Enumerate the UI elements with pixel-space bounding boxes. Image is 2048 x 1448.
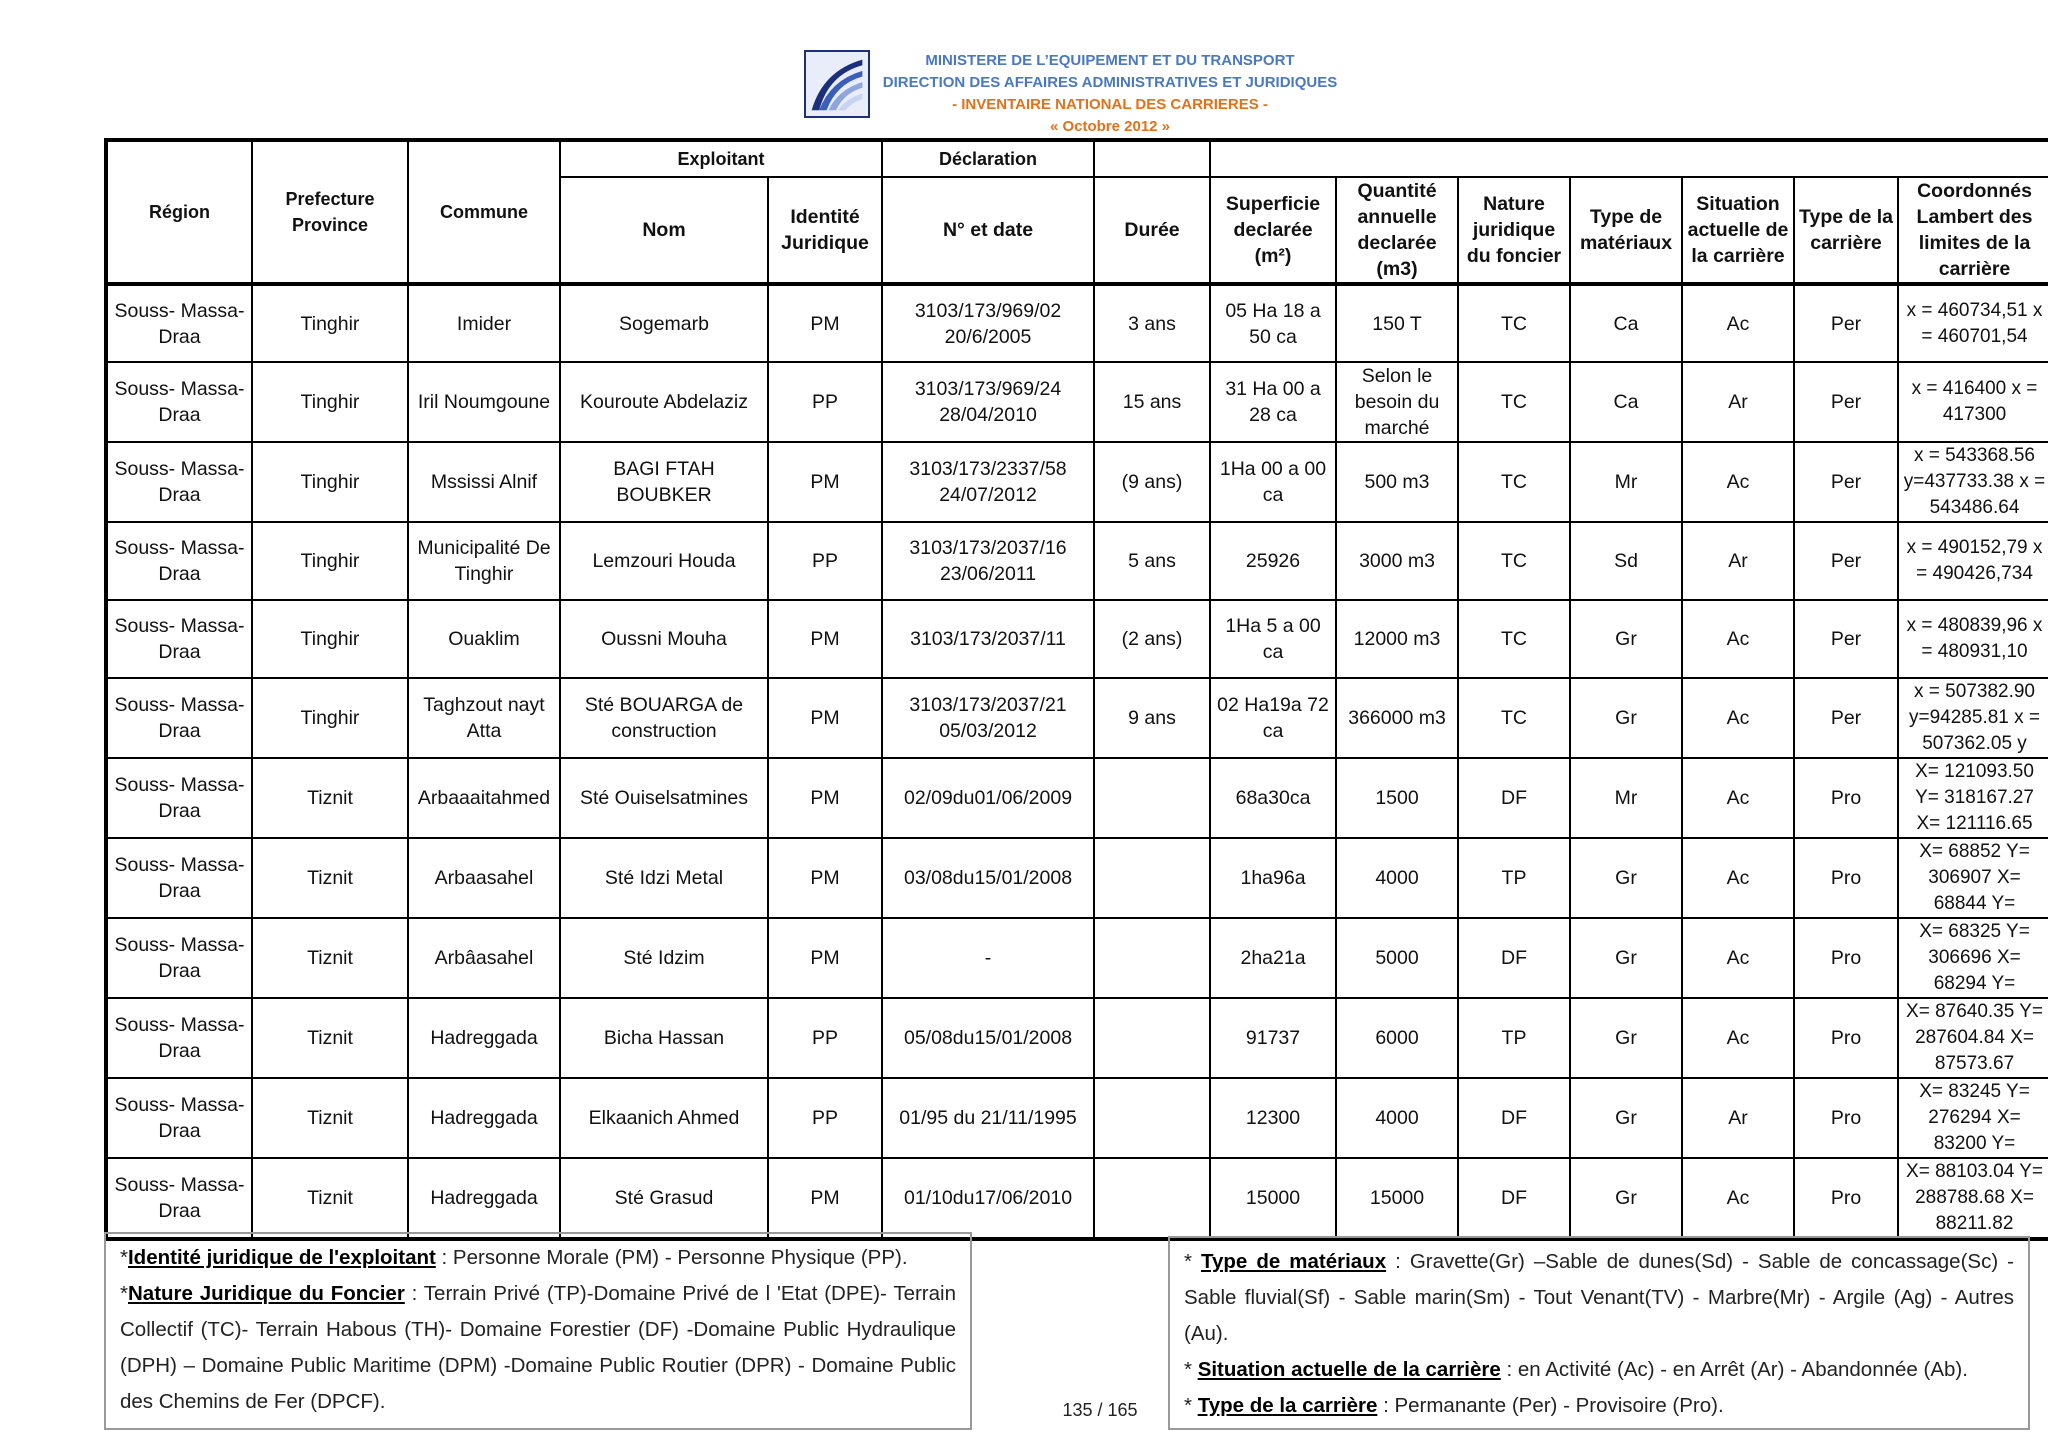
cell-duree: 9 ans	[1094, 678, 1210, 758]
cell-duree: 3 ans	[1094, 284, 1210, 362]
cell-quantite: 1500	[1336, 758, 1458, 838]
cell-quantite: 4000	[1336, 1078, 1458, 1158]
cell-situation: Ac	[1682, 758, 1794, 838]
cell-coordonnees: X= 83245 Y= 276294 X= 83200 Y=	[1898, 1078, 2048, 1158]
cell-identite: PM	[768, 678, 882, 758]
cell-numero-date: 3103/173/2037/16 23/06/2011	[882, 522, 1094, 600]
cell-numero-date: 3103/173/969/24 28/04/2010	[882, 362, 1094, 442]
table-body	[106, 284, 2048, 1239]
cell-region: Souss- Massa- Draa	[106, 522, 252, 600]
col-nature: Nature juridique du foncier	[1458, 177, 1570, 284]
cell-type-materiaux: Gr	[1570, 678, 1682, 758]
cell-identite: PM	[768, 600, 882, 678]
cell-commune: Municipalité De Tinghir	[408, 522, 560, 600]
cell-commune: Taghzout nayt Atta	[408, 678, 560, 758]
cell-numero-date: 3103/173/969/02 20/6/2005	[882, 284, 1094, 362]
legend-type-key: Type de la carrière	[1197, 1394, 1378, 1417]
cell-duree	[1094, 838, 1210, 918]
legend-identite-key: Identité juridique de l'exploitant	[127, 1246, 436, 1269]
cell-nature: TC	[1458, 362, 1570, 442]
table-row	[106, 362, 2048, 442]
col-group-blank	[1094, 140, 1210, 177]
cell-type-carriere: Per	[1794, 442, 1898, 522]
cell-identite: PP	[768, 1078, 882, 1158]
cell-nom: Kouroute Abdelaziz	[560, 362, 768, 442]
cell-type-materiaux: Ca	[1570, 284, 1682, 362]
table-row	[106, 284, 2048, 362]
cell-duree	[1094, 758, 1210, 838]
inventory-title: - INVENTAIRE NATIONAL DES CARRIERES -	[952, 96, 1268, 113]
inventory-date: « Octobre 2012 »	[1049, 118, 1171, 135]
col-numero-date: N° et date	[882, 177, 1094, 284]
cell-type-carriere: Pro	[1794, 838, 1898, 918]
col-type-carriere: Type de la carrière	[1794, 177, 1898, 284]
cell-prefecture: Tinghir	[252, 442, 408, 522]
cell-nature: TC	[1458, 284, 1570, 362]
cell-nom: Sté Grasud	[560, 1158, 768, 1239]
legend-identite: *Identité juridique de l'exploitant : Personne Morale (PM) - Personne Physique (PP).	[120, 1246, 908, 1269]
cell-prefecture: Tinghir	[252, 284, 408, 362]
cell-prefecture: Tinghir	[252, 678, 408, 758]
cell-superficie: 15000	[1210, 1158, 1336, 1239]
cell-commune: Arbâasahel	[408, 918, 560, 998]
cell-region: Souss- Massa- Draa	[106, 838, 252, 918]
cell-type-carriere: Per	[1794, 600, 1898, 678]
legend-type-text: : Permanante (Per) - Provisoire (Pro).	[1383, 1394, 1724, 1417]
legend-materiaux-text: : Gravette(Gr) –Sable de dunes(Sd) - Sable de concassage(Sc) - Sable fluvial(Sf) - Sable marin(Sm) - Tout Venant(TV) - Marbre(Mr) - Argile (Ag) - Autres (Au).	[1184, 1250, 2014, 1345]
cell-duree: (2 ans)	[1094, 600, 1210, 678]
cell-commune: Mssissi Alnif	[408, 442, 560, 522]
cell-prefecture: Tinghir	[252, 600, 408, 678]
cell-commune: Hadreggada	[408, 1078, 560, 1158]
table-row	[106, 442, 2048, 522]
cell-numero-date: 3103/173/2037/21 05/03/2012	[882, 678, 1094, 758]
cell-nom: Sté BOUARGA de construction	[560, 678, 768, 758]
cell-type-materiaux: Gr	[1570, 918, 1682, 998]
cell-coordonnees: X= 88103.04 Y= 288788.68 X= 88211.82	[1898, 1158, 2048, 1239]
cell-situation: Ar	[1682, 522, 1794, 600]
cell-coordonnees: x = 460734,51 x = 460701,54	[1898, 284, 2048, 362]
cell-coordonnees: X= 68325 Y= 306696 X= 68294 Y=	[1898, 918, 2048, 998]
cell-type-materiaux: Mr	[1570, 758, 1682, 838]
cell-commune: Arbaaaitahmed	[408, 758, 560, 838]
cell-situation: Ac	[1682, 918, 1794, 998]
cell-coordonnees: X= 121093.50 Y= 318167.27 X= 121116.65	[1898, 758, 2048, 838]
cell-quantite: 5000	[1336, 918, 1458, 998]
cell-numero-date: 01/95 du 21/11/1995	[882, 1078, 1094, 1158]
table-row	[106, 600, 2048, 678]
cell-situation: Ac	[1682, 442, 1794, 522]
cell-commune: Iril Noumgoune	[408, 362, 560, 442]
cell-region: Souss- Massa- Draa	[106, 998, 252, 1078]
cell-situation: Ac	[1682, 678, 1794, 758]
cell-superficie: 05 Ha 18 a 50 ca	[1210, 284, 1336, 362]
cell-coordonnees: x = 416400 x = 417300	[1898, 362, 2048, 442]
cell-prefecture: Tiznit	[252, 998, 408, 1078]
cell-identite: PM	[768, 1158, 882, 1239]
table-row	[106, 838, 2048, 918]
cell-region: Souss- Massa- Draa	[106, 362, 252, 442]
cell-commune: Arbaasahel	[408, 838, 560, 918]
legend-situation: * Situation actuelle de la carrière : en Activité (Ac) - en Arrêt (Ar) - Abandonnée (Ab).	[1184, 1358, 1968, 1381]
cell-prefecture: Tiznit	[252, 918, 408, 998]
cell-quantite: 12000 m3	[1336, 600, 1458, 678]
cell-numero-date: 3103/173/2037/11	[882, 600, 1094, 678]
cell-nature: TC	[1458, 600, 1570, 678]
cell-prefecture: Tiznit	[252, 758, 408, 838]
cell-type-materiaux: Gr	[1570, 998, 1682, 1078]
legend-situation-key: Situation actuelle de la carrière	[1197, 1358, 1501, 1381]
cell-type-carriere: Per	[1794, 522, 1898, 600]
cell-nom: Sté Idzi Metal	[560, 838, 768, 918]
cell-nom: Sté Ouiselsatmines	[560, 758, 768, 838]
cell-numero-date: -	[882, 918, 1094, 998]
cell-identite: PM	[768, 442, 882, 522]
cell-type-carriere: Per	[1794, 284, 1898, 362]
cell-type-materiaux: Gr	[1570, 600, 1682, 678]
cell-identite: PP	[768, 362, 882, 442]
legend-nature: *Nature Juridique du Foncier : Terrain Privé (TP)-Domaine Privé de l 'Etat (DPE)- Terrain Collectif (TC)- Terrain Habous (TH)- Domaine Forestier (DF) -Domaine Public Hydraulique (DPH) – Domaine Public Maritime (DPM) -Domaine Public Routier (DPR) - Domaine Public des Chemins de Fer (DPCF).	[120, 1282, 956, 1413]
cell-coordonnees: X= 68852 Y= 306907 X= 68844 Y=	[1898, 838, 2048, 918]
col-superficie: Superficie declarée (m²)	[1210, 177, 1336, 284]
cell-type-materiaux: Gr	[1570, 1078, 1682, 1158]
cell-numero-date: 3103/173/2337/58 24/07/2012	[882, 442, 1094, 522]
table-row	[106, 522, 2048, 600]
cell-situation: Ac	[1682, 284, 1794, 362]
cell-commune: Hadreggada	[408, 998, 560, 1078]
cell-identite: PM	[768, 758, 882, 838]
col-nom: Nom	[560, 177, 768, 284]
cell-duree: 5 ans	[1094, 522, 1210, 600]
cell-region: Souss- Massa- Draa	[106, 758, 252, 838]
cell-identite: PP	[768, 522, 882, 600]
cell-type-materiaux: Gr	[1570, 1158, 1682, 1239]
cell-nom: Lemzouri Houda	[560, 522, 768, 600]
cell-quantite: 15000	[1336, 1158, 1458, 1239]
cell-nature: DF	[1458, 918, 1570, 998]
cell-type-carriere: Per	[1794, 362, 1898, 442]
cell-nom: Bicha Hassan	[560, 998, 768, 1078]
cell-type-carriere: Pro	[1794, 1078, 1898, 1158]
cell-duree	[1094, 1078, 1210, 1158]
legend-right	[1168, 1236, 2030, 1430]
cell-prefecture: Tiznit	[252, 1158, 408, 1239]
cell-region: Souss- Massa- Draa	[106, 678, 252, 758]
col-duree: Durée	[1094, 177, 1210, 284]
col-identite: Identité Juridique	[768, 177, 882, 284]
cell-nature: DF	[1458, 1158, 1570, 1239]
cell-superficie: 25926	[1210, 522, 1336, 600]
legend-identite-text: : Personne Morale (PM) - Personne Physique (PP).	[441, 1246, 908, 1269]
cell-duree	[1094, 998, 1210, 1078]
cell-nom: Elkaanich Ahmed	[560, 1078, 768, 1158]
document-header	[870, 50, 1350, 138]
cell-identite: PM	[768, 284, 882, 362]
cell-prefecture: Tiznit	[252, 1078, 408, 1158]
col-type-materiaux: Type de matériaux	[1570, 177, 1682, 284]
cell-type-carriere: Pro	[1794, 758, 1898, 838]
cell-quantite: 4000	[1336, 838, 1458, 918]
cell-superficie: 68a30ca	[1210, 758, 1336, 838]
cell-nature: DF	[1458, 758, 1570, 838]
cell-situation: Ar	[1682, 1078, 1794, 1158]
cell-nom: Sogemarb	[560, 284, 768, 362]
cell-nature: DF	[1458, 1078, 1570, 1158]
legend-situation-text: : en Activité (Ac) - en Arrêt (Ar) - Abandonnée (Ab).	[1506, 1358, 1968, 1381]
cell-superficie: 12300	[1210, 1078, 1336, 1158]
table-row	[106, 998, 2048, 1078]
quarry-inventory-table	[104, 138, 2048, 1241]
cell-superficie: 1Ha 00 a 00 ca	[1210, 442, 1336, 522]
page-number: 135 / 165	[1062, 1400, 1138, 1420]
cell-numero-date: 03/08du15/01/2008	[882, 838, 1094, 918]
col-region: Région	[106, 140, 252, 284]
cell-identite: PM	[768, 918, 882, 998]
legend-nature-key: Nature Juridique du Foncier	[127, 1282, 405, 1305]
direction-name: DIRECTION DES AFFAIRES ADMINISTRATIVES ET JURIDIQUES	[882, 74, 1338, 91]
table-row	[106, 758, 2048, 838]
col-situation: Situation actuelle de la carrière	[1682, 177, 1794, 284]
table-row	[106, 1078, 2048, 1158]
cell-coordonnees: x = 507382.90 y=94285.81 x = 507362.05 y	[1898, 678, 2048, 758]
header-group-row	[106, 140, 2048, 177]
cell-region: Souss- Massa- Draa	[106, 1158, 252, 1239]
cell-coordonnees: x = 480839,96 x = 480931,10	[1898, 600, 2048, 678]
cell-duree	[1094, 1158, 1210, 1239]
col-coordonnees: Coordonnés Lambert des limites de la carrière	[1898, 177, 2048, 284]
cell-identite: PP	[768, 998, 882, 1078]
cell-quantite: 500 m3	[1336, 442, 1458, 522]
cell-region: Souss- Massa- Draa	[106, 1078, 252, 1158]
cell-superficie: 1ha96a	[1210, 838, 1336, 918]
cell-situation: Ar	[1682, 362, 1794, 442]
cell-type-carriere: Pro	[1794, 918, 1898, 998]
cell-nature: TC	[1458, 522, 1570, 600]
cell-region: Souss- Massa- Draa	[106, 600, 252, 678]
cell-commune: Ouaklim	[408, 600, 560, 678]
cell-type-materiaux: Sd	[1570, 522, 1682, 600]
cell-region: Souss- Massa- Draa	[106, 918, 252, 998]
cell-quantite: 6000	[1336, 998, 1458, 1078]
cell-nom: Sté Idzim	[560, 918, 768, 998]
cell-prefecture: Tinghir	[252, 522, 408, 600]
cell-type-materiaux: Mr	[1570, 442, 1682, 522]
legend-left	[104, 1232, 972, 1430]
cell-situation: Ac	[1682, 838, 1794, 918]
legend-materiaux-key: Type de matériaux	[1200, 1250, 1387, 1273]
cell-coordonnees: x = 543368.56 y=437733.38 x = 543486.64	[1898, 442, 2048, 522]
col-prefecture: Prefecture Province	[252, 140, 408, 284]
col-quantite: Quantité annuelle declarée (m3)	[1336, 177, 1458, 284]
cell-commune: Imider	[408, 284, 560, 362]
cell-commune: Hadreggada	[408, 1158, 560, 1239]
cell-situation: Ac	[1682, 1158, 1794, 1239]
cell-identite: PM	[768, 838, 882, 918]
table-row	[106, 678, 2048, 758]
cell-nom: Oussni Mouha	[560, 600, 768, 678]
cell-prefecture: Tiznit	[252, 838, 408, 918]
legend-type: * Type de la carrière : Permanante (Per) - Provisoire (Pro).	[1184, 1394, 1724, 1417]
cell-type-materiaux: Gr	[1570, 838, 1682, 918]
cell-superficie: 2ha21a	[1210, 918, 1336, 998]
cell-nature: TC	[1458, 442, 1570, 522]
cell-situation: Ac	[1682, 600, 1794, 678]
cell-quantite: Selon le besoin du marché	[1336, 362, 1458, 442]
cell-duree	[1094, 918, 1210, 998]
cell-nature: TC	[1458, 678, 1570, 758]
table-row	[106, 918, 2048, 998]
cell-type-carriere: Pro	[1794, 998, 1898, 1078]
col-group-declaration: Déclaration	[882, 140, 1094, 177]
cell-numero-date: 05/08du15/01/2008	[882, 998, 1094, 1078]
ministry-logo	[804, 50, 870, 118]
table-row	[106, 1158, 2048, 1239]
cell-prefecture: Tinghir	[252, 362, 408, 442]
cell-numero-date: 01/10du17/06/2010	[882, 1158, 1094, 1239]
cell-type-materiaux: Ca	[1570, 362, 1682, 442]
cell-region: Souss- Massa- Draa	[106, 442, 252, 522]
cell-nature: TP	[1458, 838, 1570, 918]
cell-coordonnees: X= 87640.35 Y= 287604.84 X= 87573.67	[1898, 998, 2048, 1078]
legend-nature-text: : Terrain Privé (TP)-Domaine Privé de l 'Etat (DPE)- Terrain Collectif (TC)- Terrain Habous (TH)- Domaine Forestier (DF) -Domaine Public Hydraulique (DPH) – Domaine Public Maritime (DPM) -Domaine Public Routier (DPR) - Domaine Public des Chemins de Fer (DPCF).	[120, 1282, 956, 1413]
cell-quantite: 366000 m3	[1336, 678, 1458, 758]
cell-type-carriere: Per	[1794, 678, 1898, 758]
legend-materiaux: * Type de matériaux : Gravette(Gr) –Sable de dunes(Sd) - Sable de concassage(Sc) - Sable fluvial(Sf) - Sable marin(Sm) - Tout Venant(TV) - Marbre(Mr) - Argile (Ag) - Autres (Au).	[1184, 1250, 2014, 1345]
col-group-blank-wide	[1210, 140, 2048, 177]
cell-superficie: 1Ha 5 a 00 ca	[1210, 600, 1336, 678]
cell-superficie: 91737	[1210, 998, 1336, 1078]
cell-region: Souss- Massa- Draa	[106, 284, 252, 362]
col-group-exploitant: Exploitant	[560, 140, 882, 177]
col-commune: Commune	[408, 140, 560, 284]
cell-nom: BAGI FTAH BOUBKER	[560, 442, 768, 522]
cell-situation: Ac	[1682, 998, 1794, 1078]
cell-quantite: 3000 m3	[1336, 522, 1458, 600]
cell-type-carriere: Pro	[1794, 1158, 1898, 1239]
cell-numero-date: 02/09du01/06/2009	[882, 758, 1094, 838]
ministry-name: MINISTERE DE L’EQUIPEMENT ET DU TRANSPORT	[925, 52, 1295, 69]
cell-superficie: 02 Ha19a 72 ca	[1210, 678, 1336, 758]
cell-duree: (9 ans)	[1094, 442, 1210, 522]
cell-quantite: 150 T	[1336, 284, 1458, 362]
cell-nature: TP	[1458, 998, 1570, 1078]
cell-duree: 15 ans	[1094, 362, 1210, 442]
cell-coordonnees: x = 490152,79 x = 490426,734	[1898, 522, 2048, 600]
cell-superficie: 31 Ha 00 a 28 ca	[1210, 362, 1336, 442]
